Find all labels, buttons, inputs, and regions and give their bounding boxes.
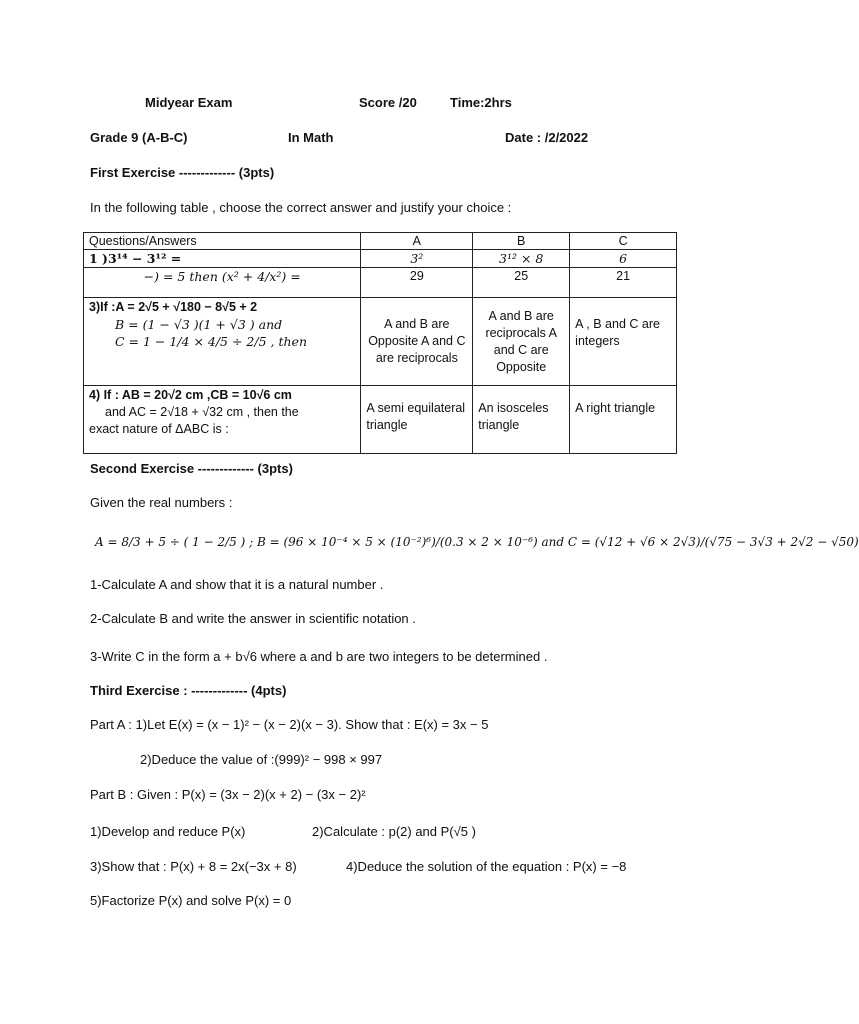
question-line: 4) If : AB = 20√2 cm ,CB = 10√6 cm [89, 388, 292, 402]
grade-label: Grade 9 (A-B-C) [90, 130, 188, 145]
question-line: and AC = 2√18 + √32 cm , then the [105, 405, 299, 419]
exercise3-b3: 3)Show that : P(x) + 8 = 2x(−3x + 8) [90, 859, 297, 874]
exercise2-q3: 3-Write C in the form a + b√6 where a and b are two integers to be determined . [90, 649, 548, 664]
answer-text: A right triangle [575, 401, 656, 415]
mcq-table [83, 232, 677, 454]
table-header-row [84, 233, 677, 250]
answer-text: A , B and C are integers [575, 317, 660, 348]
exercise2-heading: Second Exercise ------------- (3pts) [90, 461, 293, 476]
answer-cell: 3¹² × 8 [473, 250, 570, 268]
score-label: Score /20 [359, 95, 417, 110]
question-line: C = 1 − 1/4 × 4/5 ÷ 2/5 , then [115, 334, 307, 349]
exercise2-formula: A = 8/3 + 5 ÷ ( 1 − 2/5 ) ; B = (96 × 10⁻⁴ × 5 × (10⁻²)⁶)/(0.3 × 2 × 10⁻⁶) and C = (√12 + √6 × 2√3)/(√75 − 3√3 + 2√2 − √50) [95, 535, 859, 549]
table-row [84, 250, 677, 268]
subject-label: In Math [288, 130, 334, 145]
question-cell: 1 )3¹⁴ − 3¹² = [84, 250, 361, 268]
answer-cell: 25 [473, 268, 570, 298]
question-line: 3)If :A = 2√5 + √180 − 8√5 + 2 [89, 300, 258, 314]
exercise2-intro: Given the real numbers : [90, 495, 233, 510]
exercise3-partA1: Part A : 1)Let E(x) = (x − 1)² − (x − 2)(x − 3). Show that : E(x) = 3x − 5 [90, 717, 489, 732]
time-label: Time:2hrs [450, 95, 512, 110]
answer-cell: 29 [361, 268, 473, 298]
exercise3-b5: 5)Factorize P(x) and solve P(x) = 0 [90, 893, 292, 908]
answer-cell: 3² [361, 250, 473, 268]
answer-text: A and B are reciprocals A and C are Opposite [485, 308, 557, 374]
question-cell [84, 386, 361, 454]
table-header-cell: C [570, 233, 677, 250]
answer-cell [473, 298, 570, 386]
exercise3-b1: 1)Develop and reduce P(x) [90, 824, 246, 839]
date-label: Date : /2/2022 [505, 130, 589, 145]
exercise1-instruction: In the following table , choose the correct answer and justify your choice : [90, 200, 512, 215]
answer-cell [570, 386, 677, 454]
answer-text: A semi equilateral triangle [366, 401, 466, 432]
table-header-cell: A [361, 233, 473, 250]
exercise2-q1: 1-Calculate A and show that it is a natural number . [90, 577, 384, 592]
table-row [84, 298, 677, 386]
answer-text: A and B are Opposite A and C are reciprocals [368, 317, 466, 365]
table-row [84, 386, 677, 454]
table-row [84, 268, 677, 298]
question-cell: −) = 5 then (x² + 4/x²) = [84, 268, 361, 298]
answer-cell [361, 386, 473, 454]
exercise3-b4: 4)Deduce the solution of the equation : P(x) = −8 [346, 859, 627, 874]
answer-cell: 21 [570, 268, 677, 298]
question-cell [84, 298, 361, 386]
question-line: B = (1 − √3 )(1 + √3 ) and [115, 317, 283, 332]
exercise3-partA2: 2)Deduce the value of :(999)² − 998 × 997 [140, 752, 383, 767]
table-header-cell: Questions/Answers [84, 233, 361, 250]
answer-cell [570, 298, 677, 386]
exercise3-b2: 2)Calculate : p(2) and P(√5 ) [312, 824, 476, 839]
answer-cell [361, 298, 473, 386]
exercise1-heading: First Exercise ------------- (3pts) [90, 165, 275, 180]
exercise2-q2: 2-Calculate B and write the answer in scientific notation . [90, 611, 416, 626]
question-line: exact nature of ΔABC is : [89, 422, 229, 436]
answer-cell: 6 [570, 250, 677, 268]
answer-text: An isosceles triangle [478, 401, 549, 432]
table-header-cell: B [473, 233, 570, 250]
answer-cell [473, 386, 570, 454]
exam-title: Midyear Exam [145, 95, 233, 110]
exercise3-partB: Part B : Given : P(x) = (3x − 2)(x + 2) − (3x − 2)² [90, 787, 366, 802]
exercise3-heading: Third Exercise : ------------- (4pts) [90, 683, 287, 698]
